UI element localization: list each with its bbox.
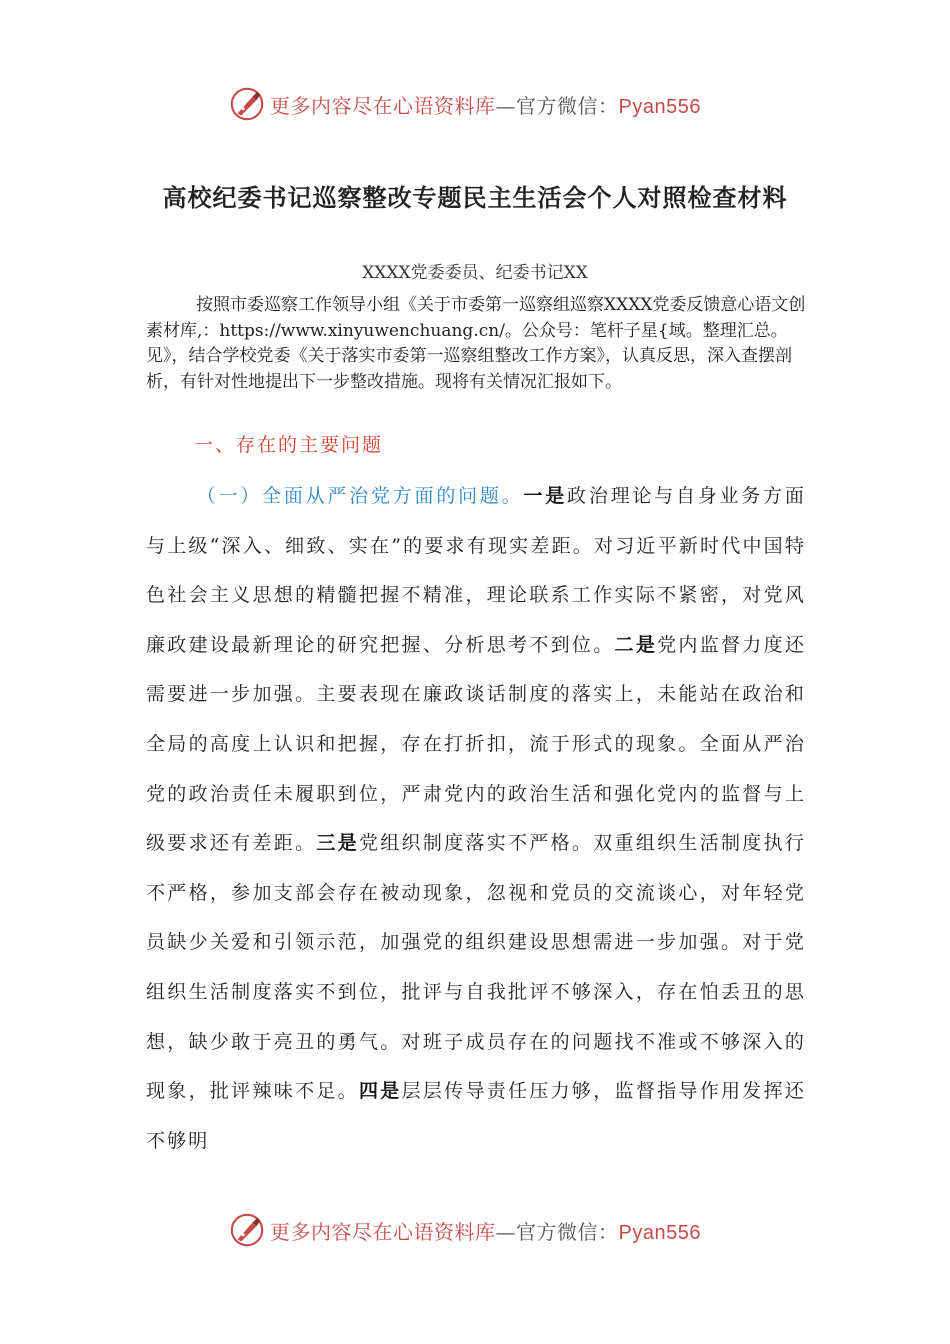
banner-text: 更多内容尽在心语资料库—官方微信：Pyan556 bbox=[270, 93, 701, 118]
document-title: 高校纪委书记巡察整改专题民主生活会个人对照检查材料 bbox=[162, 183, 788, 212]
body-paragraph bbox=[146, 472, 806, 1166]
section-heading: 一、存在的主要问题 bbox=[194, 434, 384, 456]
point-label-1: 一是 bbox=[523, 485, 568, 507]
point-label-4: 四是 bbox=[358, 1080, 402, 1103]
sub-heading: （一）全面从严治党方面的问题。 bbox=[196, 485, 524, 507]
intro-paragraph bbox=[146, 293, 806, 395]
author-line: XXXX党委委员、纪委书记XX bbox=[362, 263, 588, 283]
footer-banner bbox=[228, 1210, 728, 1250]
banner-text: 更多内容尽在心语资料库—官方微信：Pyan556 bbox=[270, 1219, 701, 1244]
point-label-3: 三是 bbox=[316, 832, 359, 855]
point-text-1: 政治理论与自身业务方面与上级“深入、细致、实在”的要求有现实差距。对习近平新时代中国特色社会主义思想的精髓把握不精准，理论联系工作实际不紧密，对党风廉政建设最新理论的研究把握、分析思考不到位。 bbox=[146, 485, 806, 656]
point-text-3: 党组织制度落实不严格。双重组织生活制度执行不严格，参加支部会存在被动现象，忽视和党员的交流谈心，对年轻党员缺少关爱和引领示范，加强党的组织建设思想需进一步加强。对于党组织生活制度落实不到位，批评与自我批评不够深入，存在怕丢丑的思想，缺少敢于亮丑的勇气。对班子成员存在的问题找不准或不够深入的现象，批评辣味不足。 bbox=[146, 832, 806, 1103]
header-banner bbox=[228, 84, 728, 124]
pen-nib-logo-icon bbox=[228, 85, 266, 123]
point-text-2: 党内监督力度还需要进一步加强。主要表现在廉政谈话制度的落实上，未能站在政治和全局的高度上认识和把握，存在打折扣，流于形式的现象。全面从严治党的政治责任未履职到位，严肃党内的政治生活和强化党内的监督与上级要求还有差距。 bbox=[146, 633, 807, 855]
point-label-2: 二是 bbox=[614, 633, 658, 656]
intro-text: 按照市委巡察工作领导小组《关于市委第一巡察组巡察XXXX党委反馈意心语文创素材库,：https://www.xinyuwenchuang.cn/。公众号：笔杆子星{域。整理汇总。见》，结合学校党委《关于落实市委第一巡察组整改工作方案》，认真反思，深入查摆剖析，有针对性地提出下一步整改措施。现将有关情况汇报如下。 bbox=[146, 295, 806, 392]
pen-nib-logo-icon bbox=[228, 1211, 266, 1249]
point-text-4: 层层传导责任压力够，监督指导作用发挥还不够明 bbox=[146, 1080, 806, 1152]
